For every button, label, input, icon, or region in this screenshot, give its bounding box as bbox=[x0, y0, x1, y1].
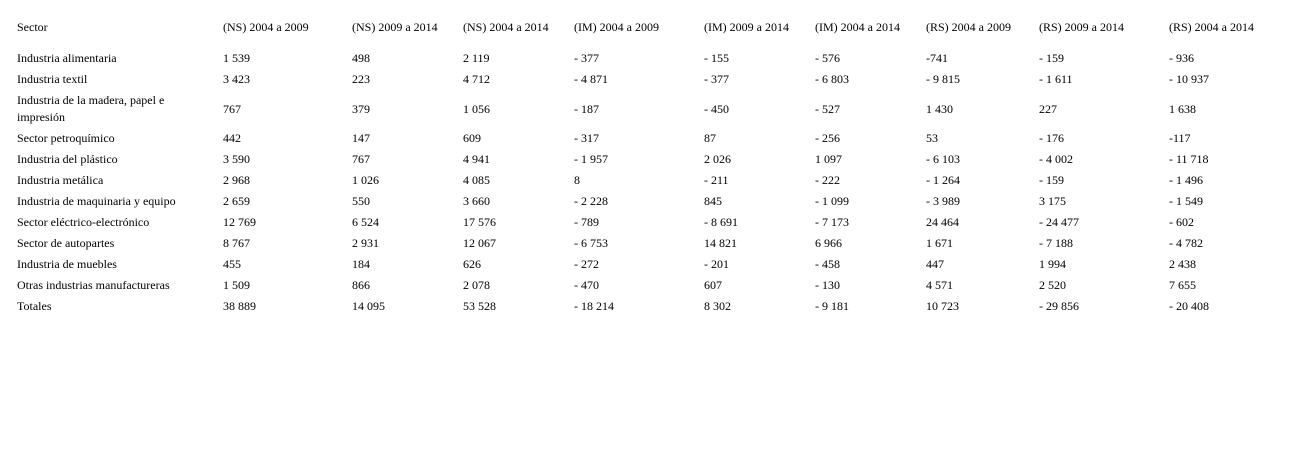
value-cell: 845 bbox=[704, 194, 722, 208]
value-cell: 4 085 bbox=[463, 173, 490, 187]
value-cell: 1 056 bbox=[463, 101, 490, 116]
value-cell: - 1 264 bbox=[926, 173, 960, 187]
value-cell: - 155 bbox=[704, 51, 729, 65]
value-cell: - 20 408 bbox=[1169, 299, 1209, 313]
sector-name-cell: Industria alimentaria bbox=[17, 51, 117, 65]
table-header bbox=[12, 6, 1284, 48]
value-cell: 7 655 bbox=[1169, 278, 1196, 292]
value-cell: 12 067 bbox=[463, 236, 496, 250]
table-row bbox=[12, 128, 1284, 149]
table-row bbox=[12, 149, 1284, 170]
value-cell: 17 576 bbox=[463, 215, 496, 229]
value-cell: - 201 bbox=[704, 257, 729, 271]
sector-name-cell: Industria de la madera, papel e impresión bbox=[17, 93, 165, 124]
sector-name-cell: Sector petroquímico bbox=[17, 131, 115, 145]
value-cell: - 458 bbox=[815, 257, 840, 271]
value-cell: - 7 173 bbox=[815, 215, 849, 229]
sector-name-cell: Otras industrias manufactureras bbox=[17, 278, 170, 292]
value-cell: 3 590 bbox=[223, 152, 250, 166]
column-header: (NS) 2004 a 2014 bbox=[463, 19, 549, 34]
value-cell: 2 968 bbox=[223, 173, 250, 187]
value-cell: 1 430 bbox=[926, 101, 953, 116]
value-cell: 1 509 bbox=[223, 278, 250, 292]
value-cell: 1 097 bbox=[815, 152, 842, 166]
value-cell: - 159 bbox=[1039, 51, 1064, 65]
value-cell: - 1 496 bbox=[1169, 173, 1203, 187]
value-cell: - 936 bbox=[1169, 51, 1194, 65]
table-row bbox=[12, 233, 1284, 254]
value-cell: - 176 bbox=[1039, 131, 1064, 145]
value-cell: - 1 957 bbox=[574, 152, 608, 166]
value-cell: - 4 782 bbox=[1169, 236, 1203, 250]
data-table bbox=[12, 6, 1284, 317]
sector-name-cell: Totales bbox=[17, 299, 52, 313]
table-row bbox=[12, 48, 1284, 69]
value-cell: - 211 bbox=[704, 173, 729, 187]
value-cell: - 377 bbox=[704, 72, 729, 86]
value-cell: 609 bbox=[463, 131, 481, 145]
table-row bbox=[12, 296, 1284, 317]
value-cell: 87 bbox=[704, 131, 716, 145]
value-cell: - 576 bbox=[815, 51, 840, 65]
value-cell: 14 095 bbox=[352, 299, 385, 313]
value-cell: 379 bbox=[352, 101, 370, 116]
value-cell: 866 bbox=[352, 278, 370, 292]
column-header: (IM) 2004 a 2009 bbox=[574, 19, 659, 34]
table-row bbox=[12, 69, 1284, 90]
value-cell: 14 821 bbox=[704, 236, 737, 250]
column-header: (NS) 2009 a 2014 bbox=[352, 19, 438, 34]
value-cell: - 450 bbox=[704, 101, 729, 116]
value-cell: 2 438 bbox=[1169, 257, 1196, 271]
value-cell: - 10 937 bbox=[1169, 72, 1209, 86]
value-cell: 550 bbox=[352, 194, 370, 208]
value-cell: 24 464 bbox=[926, 215, 959, 229]
value-cell: - 222 bbox=[815, 173, 840, 187]
value-cell: 455 bbox=[223, 257, 241, 271]
value-cell: 4 571 bbox=[926, 278, 953, 292]
value-cell: 607 bbox=[704, 278, 722, 292]
value-cell: - 159 bbox=[1039, 173, 1064, 187]
value-cell: - 470 bbox=[574, 278, 599, 292]
value-cell: 1 994 bbox=[1039, 257, 1066, 271]
value-cell: - 602 bbox=[1169, 215, 1194, 229]
column-header: (NS) 2004 a 2009 bbox=[223, 19, 309, 34]
value-cell: 2 659 bbox=[223, 194, 250, 208]
value-cell: 767 bbox=[223, 101, 241, 116]
value-cell: 4 941 bbox=[463, 152, 490, 166]
value-cell: 2 026 bbox=[704, 152, 731, 166]
value-cell: 6 524 bbox=[352, 215, 379, 229]
value-cell: 38 889 bbox=[223, 299, 256, 313]
value-cell: - 9 815 bbox=[926, 72, 960, 86]
value-cell: - 187 bbox=[574, 101, 599, 116]
column-header: (IM) 2004 a 2014 bbox=[815, 19, 900, 34]
value-cell: 10 723 bbox=[926, 299, 959, 313]
value-cell: 227 bbox=[1039, 101, 1057, 116]
value-cell: - 11 718 bbox=[1169, 152, 1209, 166]
value-cell: - 6 103 bbox=[926, 152, 960, 166]
table-row bbox=[12, 191, 1284, 212]
header-row bbox=[12, 6, 1284, 48]
table-row bbox=[12, 254, 1284, 275]
value-cell: 3 423 bbox=[223, 72, 250, 86]
value-cell: 442 bbox=[223, 131, 241, 145]
value-cell: 2 520 bbox=[1039, 278, 1066, 292]
value-cell: - 6 753 bbox=[574, 236, 608, 250]
value-cell: 53 528 bbox=[463, 299, 496, 313]
value-cell: - 9 181 bbox=[815, 299, 849, 313]
table-row bbox=[12, 170, 1284, 191]
value-cell: - 3 989 bbox=[926, 194, 960, 208]
value-cell: - 527 bbox=[815, 101, 840, 116]
value-cell: - 256 bbox=[815, 131, 840, 145]
value-cell: - 1 611 bbox=[1039, 72, 1073, 86]
sector-name-cell: Industria de maquinaria y equipo bbox=[17, 194, 176, 208]
value-cell: -117 bbox=[1169, 131, 1191, 145]
value-cell: - 1 099 bbox=[815, 194, 849, 208]
value-cell: - 29 856 bbox=[1039, 299, 1079, 313]
value-cell: 53 bbox=[926, 131, 938, 145]
value-cell: - 18 214 bbox=[574, 299, 614, 313]
sector-name-cell: Sector de autopartes bbox=[17, 236, 115, 250]
value-cell: 8 bbox=[574, 173, 580, 187]
value-cell: 12 769 bbox=[223, 215, 256, 229]
value-cell: 2 931 bbox=[352, 236, 379, 250]
value-cell: 447 bbox=[926, 257, 944, 271]
value-cell: 147 bbox=[352, 131, 370, 145]
column-header: (RS) 2004 a 2014 bbox=[1169, 19, 1254, 34]
table-row bbox=[12, 212, 1284, 233]
value-cell: 223 bbox=[352, 72, 370, 86]
value-cell: 1 638 bbox=[1169, 101, 1196, 116]
value-cell: -741 bbox=[926, 51, 948, 65]
table-row bbox=[12, 275, 1284, 296]
value-cell: 4 712 bbox=[463, 72, 490, 86]
value-cell: 8 767 bbox=[223, 236, 250, 250]
value-cell: - 6 803 bbox=[815, 72, 849, 86]
value-cell: - 24 477 bbox=[1039, 215, 1079, 229]
value-cell: 8 302 bbox=[704, 299, 731, 313]
value-cell: - 789 bbox=[574, 215, 599, 229]
value-cell: - 317 bbox=[574, 131, 599, 145]
value-cell: 1 671 bbox=[926, 236, 953, 250]
table-body bbox=[12, 48, 1284, 317]
value-cell: - 272 bbox=[574, 257, 599, 271]
value-cell: - 4 002 bbox=[1039, 152, 1073, 166]
value-cell: 1 539 bbox=[223, 51, 250, 65]
column-header: (RS) 2004 a 2009 bbox=[926, 19, 1011, 34]
value-cell: 1 026 bbox=[352, 173, 379, 187]
sector-name-cell: Sector eléctrico-electrónico bbox=[17, 215, 150, 229]
value-cell: 626 bbox=[463, 257, 481, 271]
value-cell: - 7 188 bbox=[1039, 236, 1073, 250]
value-cell: 767 bbox=[352, 152, 370, 166]
value-cell: - 2 228 bbox=[574, 194, 608, 208]
value-cell: - 8 691 bbox=[704, 215, 738, 229]
value-cell: 6 966 bbox=[815, 236, 842, 250]
value-cell: 184 bbox=[352, 257, 370, 271]
value-cell: - 4 871 bbox=[574, 72, 608, 86]
sector-name-cell: Industria textil bbox=[17, 72, 88, 86]
value-cell: 498 bbox=[352, 51, 370, 65]
value-cell: 2 078 bbox=[463, 278, 490, 292]
column-header: (IM) 2009 a 2014 bbox=[704, 19, 789, 34]
column-header: (RS) 2009 a 2014 bbox=[1039, 19, 1124, 34]
sector-name-cell: Industria de muebles bbox=[17, 257, 117, 271]
sector-name-cell: Industria metálica bbox=[17, 173, 104, 187]
sector-name-cell: Industria del plástico bbox=[17, 152, 118, 166]
value-cell: 3 175 bbox=[1039, 194, 1066, 208]
value-cell: 2 119 bbox=[463, 51, 490, 65]
column-header: Sector bbox=[17, 19, 48, 34]
table-row bbox=[12, 90, 1284, 128]
value-cell: - 1 549 bbox=[1169, 194, 1203, 208]
value-cell: - 130 bbox=[815, 278, 840, 292]
value-cell: 3 660 bbox=[463, 194, 490, 208]
value-cell: - 377 bbox=[574, 51, 599, 65]
